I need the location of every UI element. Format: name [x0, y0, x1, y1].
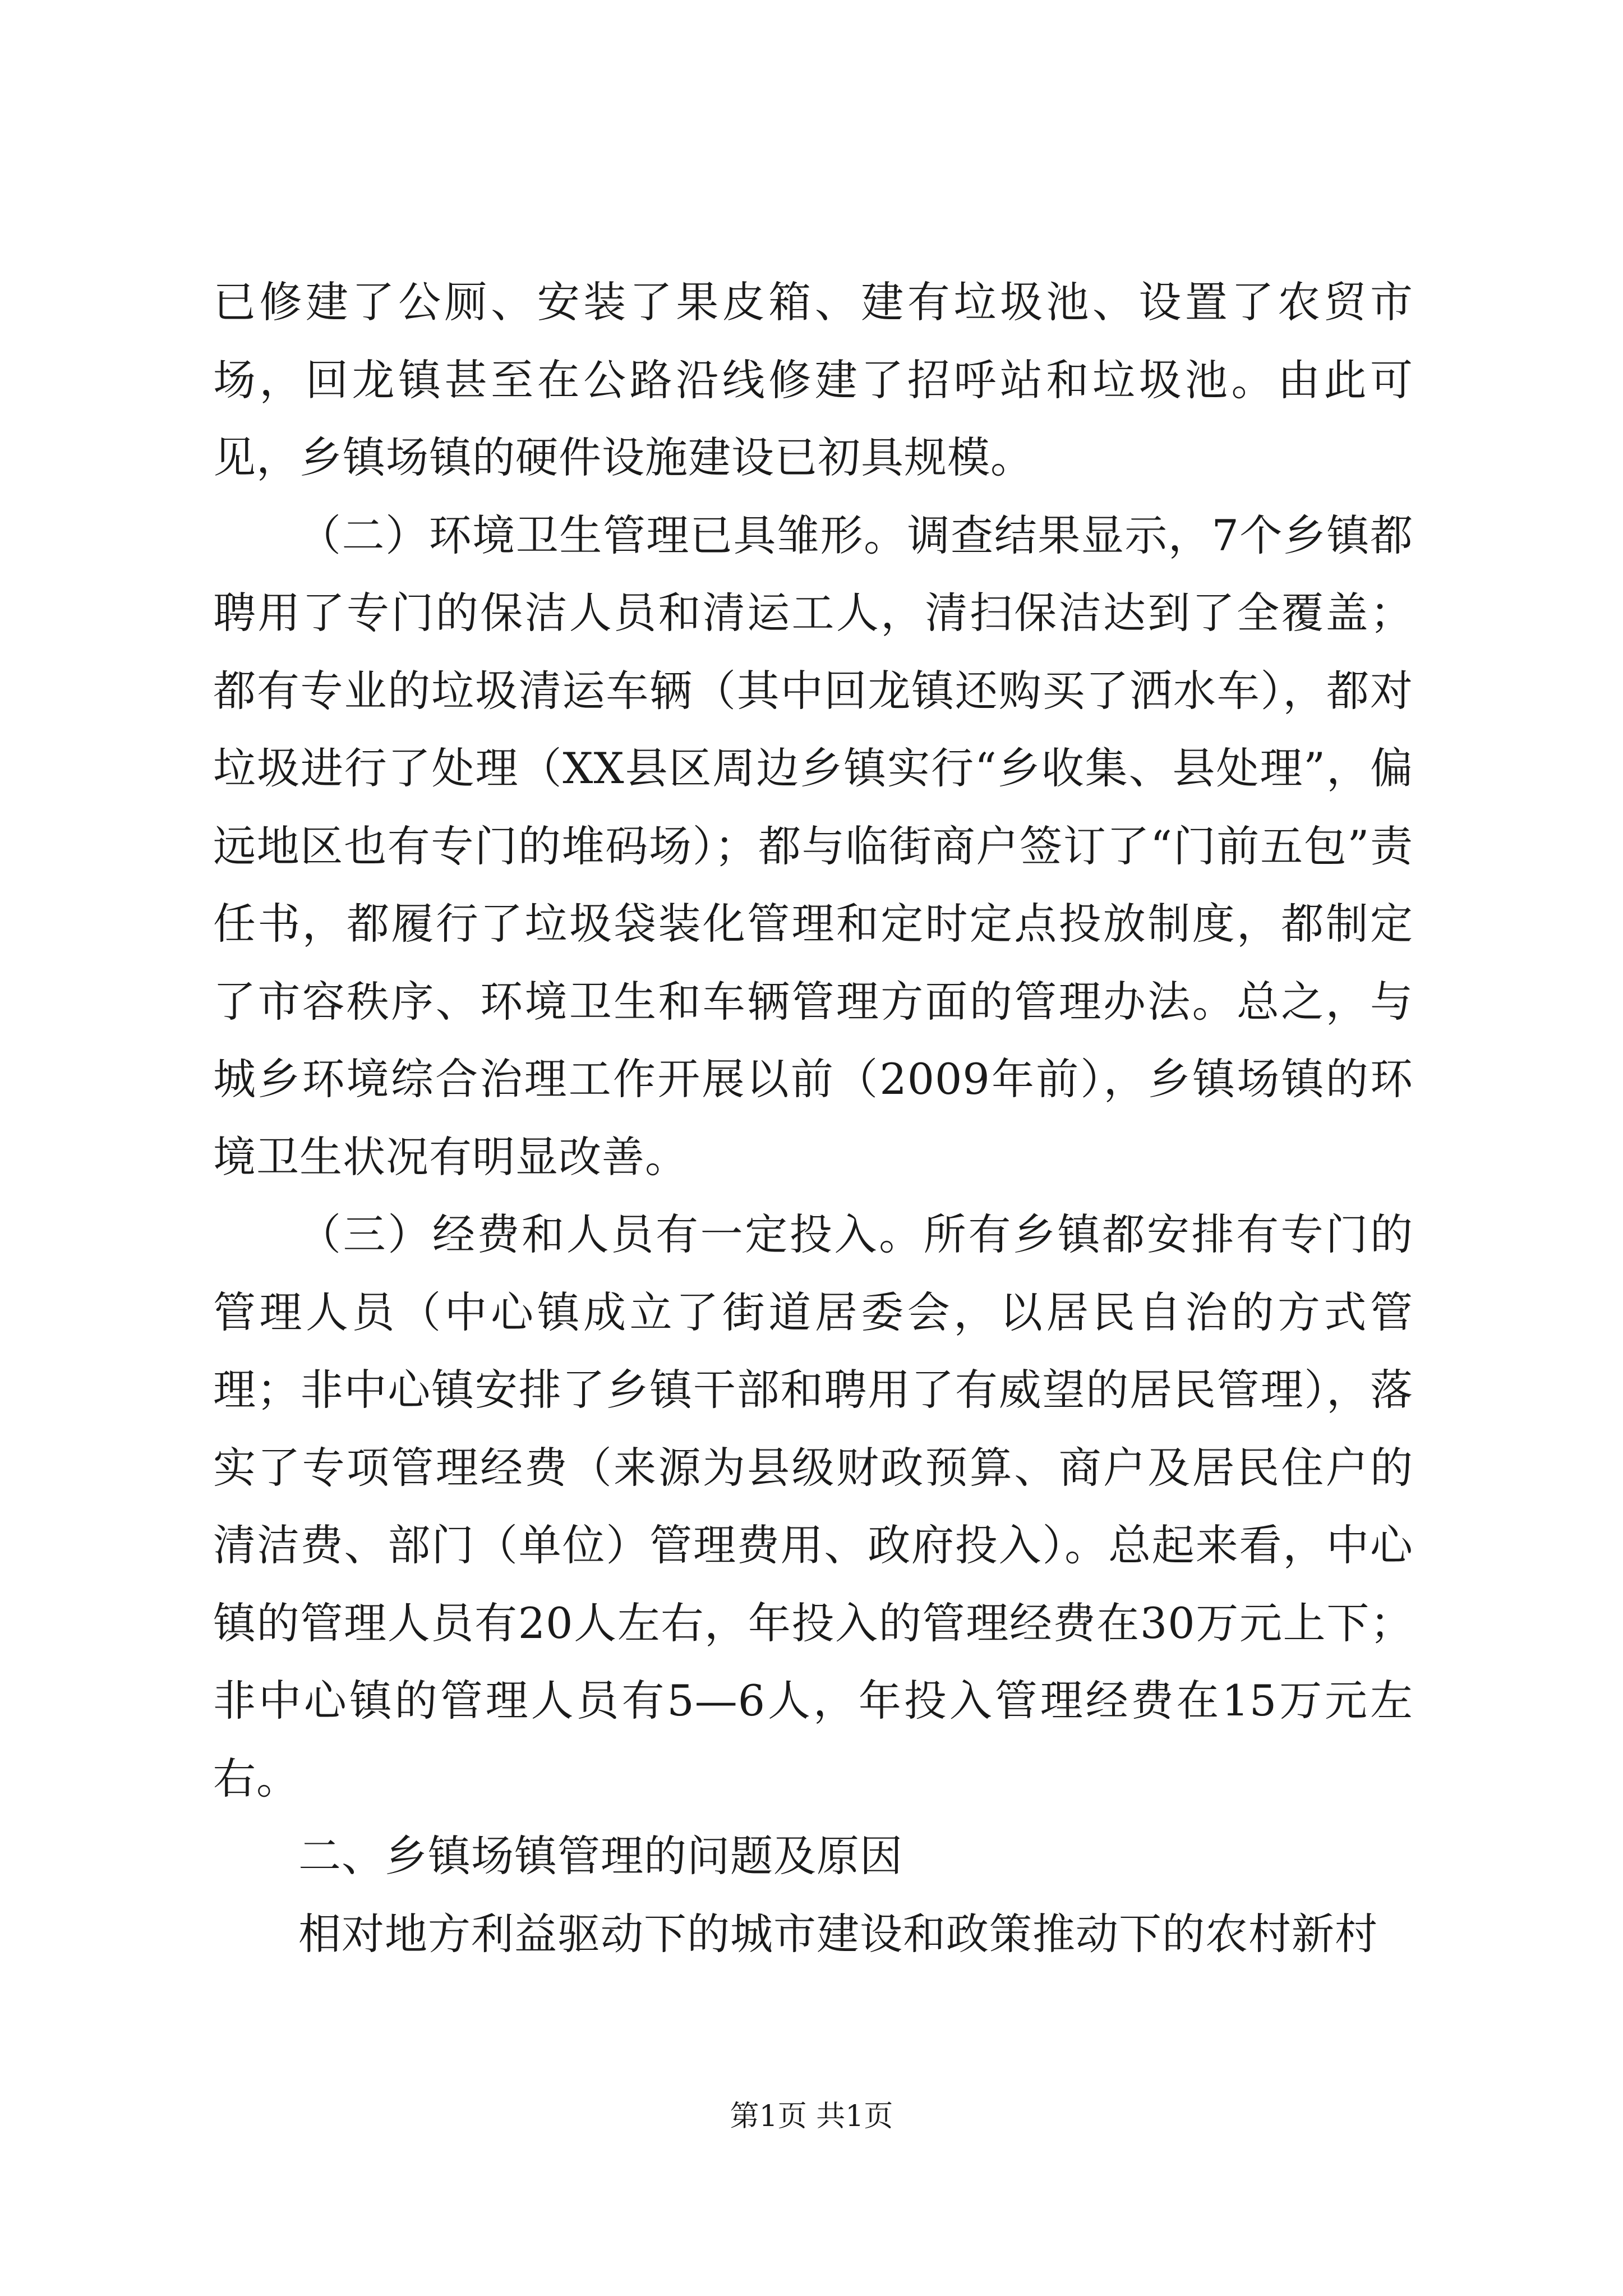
paragraph-continuation: 已修建了公厕、安装了果皮箱、建有垃圾池、设置了农贸市场，回龙镇甚至在公路沿线修建了招呼站和垃圾池。由此可见，乡镇场镇的硬件设施建设已初具规模。 — [213, 277, 1413, 482]
section-heading: 二、乡镇场镇管理的问题及原因 — [298, 1831, 903, 1881]
paragraph-section-2: （二）环境卫生管理已具雏形。调查结果显示，7个乡镇都聘用了专门的保洁人员和清运工人，清扫保洁达到了全覆盖；都有专业的垃圾清运车辆（其中回龙镇还购买了洒水车），都对垃圾进行了处理（XX县区周边乡镇实行“乡收集、县处理”，偏远地区也有专门的堆码场）；都与临街商户签订了“门前五包”责任书，都履行了垃圾袋装化管理和定时定点投放制度，都制定了市容秩序、环境卫生和车辆管理方面的管理办法。总之，与城乡环境综合治理工作开展以前（2009年前），乡镇场镇的环境卫生状况有明显改善。 — [213, 510, 1413, 1182]
document-body — [213, 264, 1413, 1973]
paragraph-intro: 相对地方利益驱动下的城市建设和政策推动下的农村新村 — [298, 1908, 1378, 1959]
paragraph-section-3: （三）经费和人员有一定投入。所有乡镇都安排有专门的管理人员（中心镇成立了街道居委会，以居民自治的方式管理；非中心镇安排了乡镇干部和聘用了有威望的居民管理），落实了专项管理经费（来源为县级财政预算、商户及居民住户的清洁费、部门（单位）管理费用、政府投入）。总起来看，中心镇的管理人员有20人左右，年投入的管理经费在30万元上下；非中心镇的管理人员有5—6人，年投入管理经费在15万元左右。 — [213, 1209, 1413, 1803]
page-footer: 第1页 共1页 — [730, 2100, 893, 2133]
